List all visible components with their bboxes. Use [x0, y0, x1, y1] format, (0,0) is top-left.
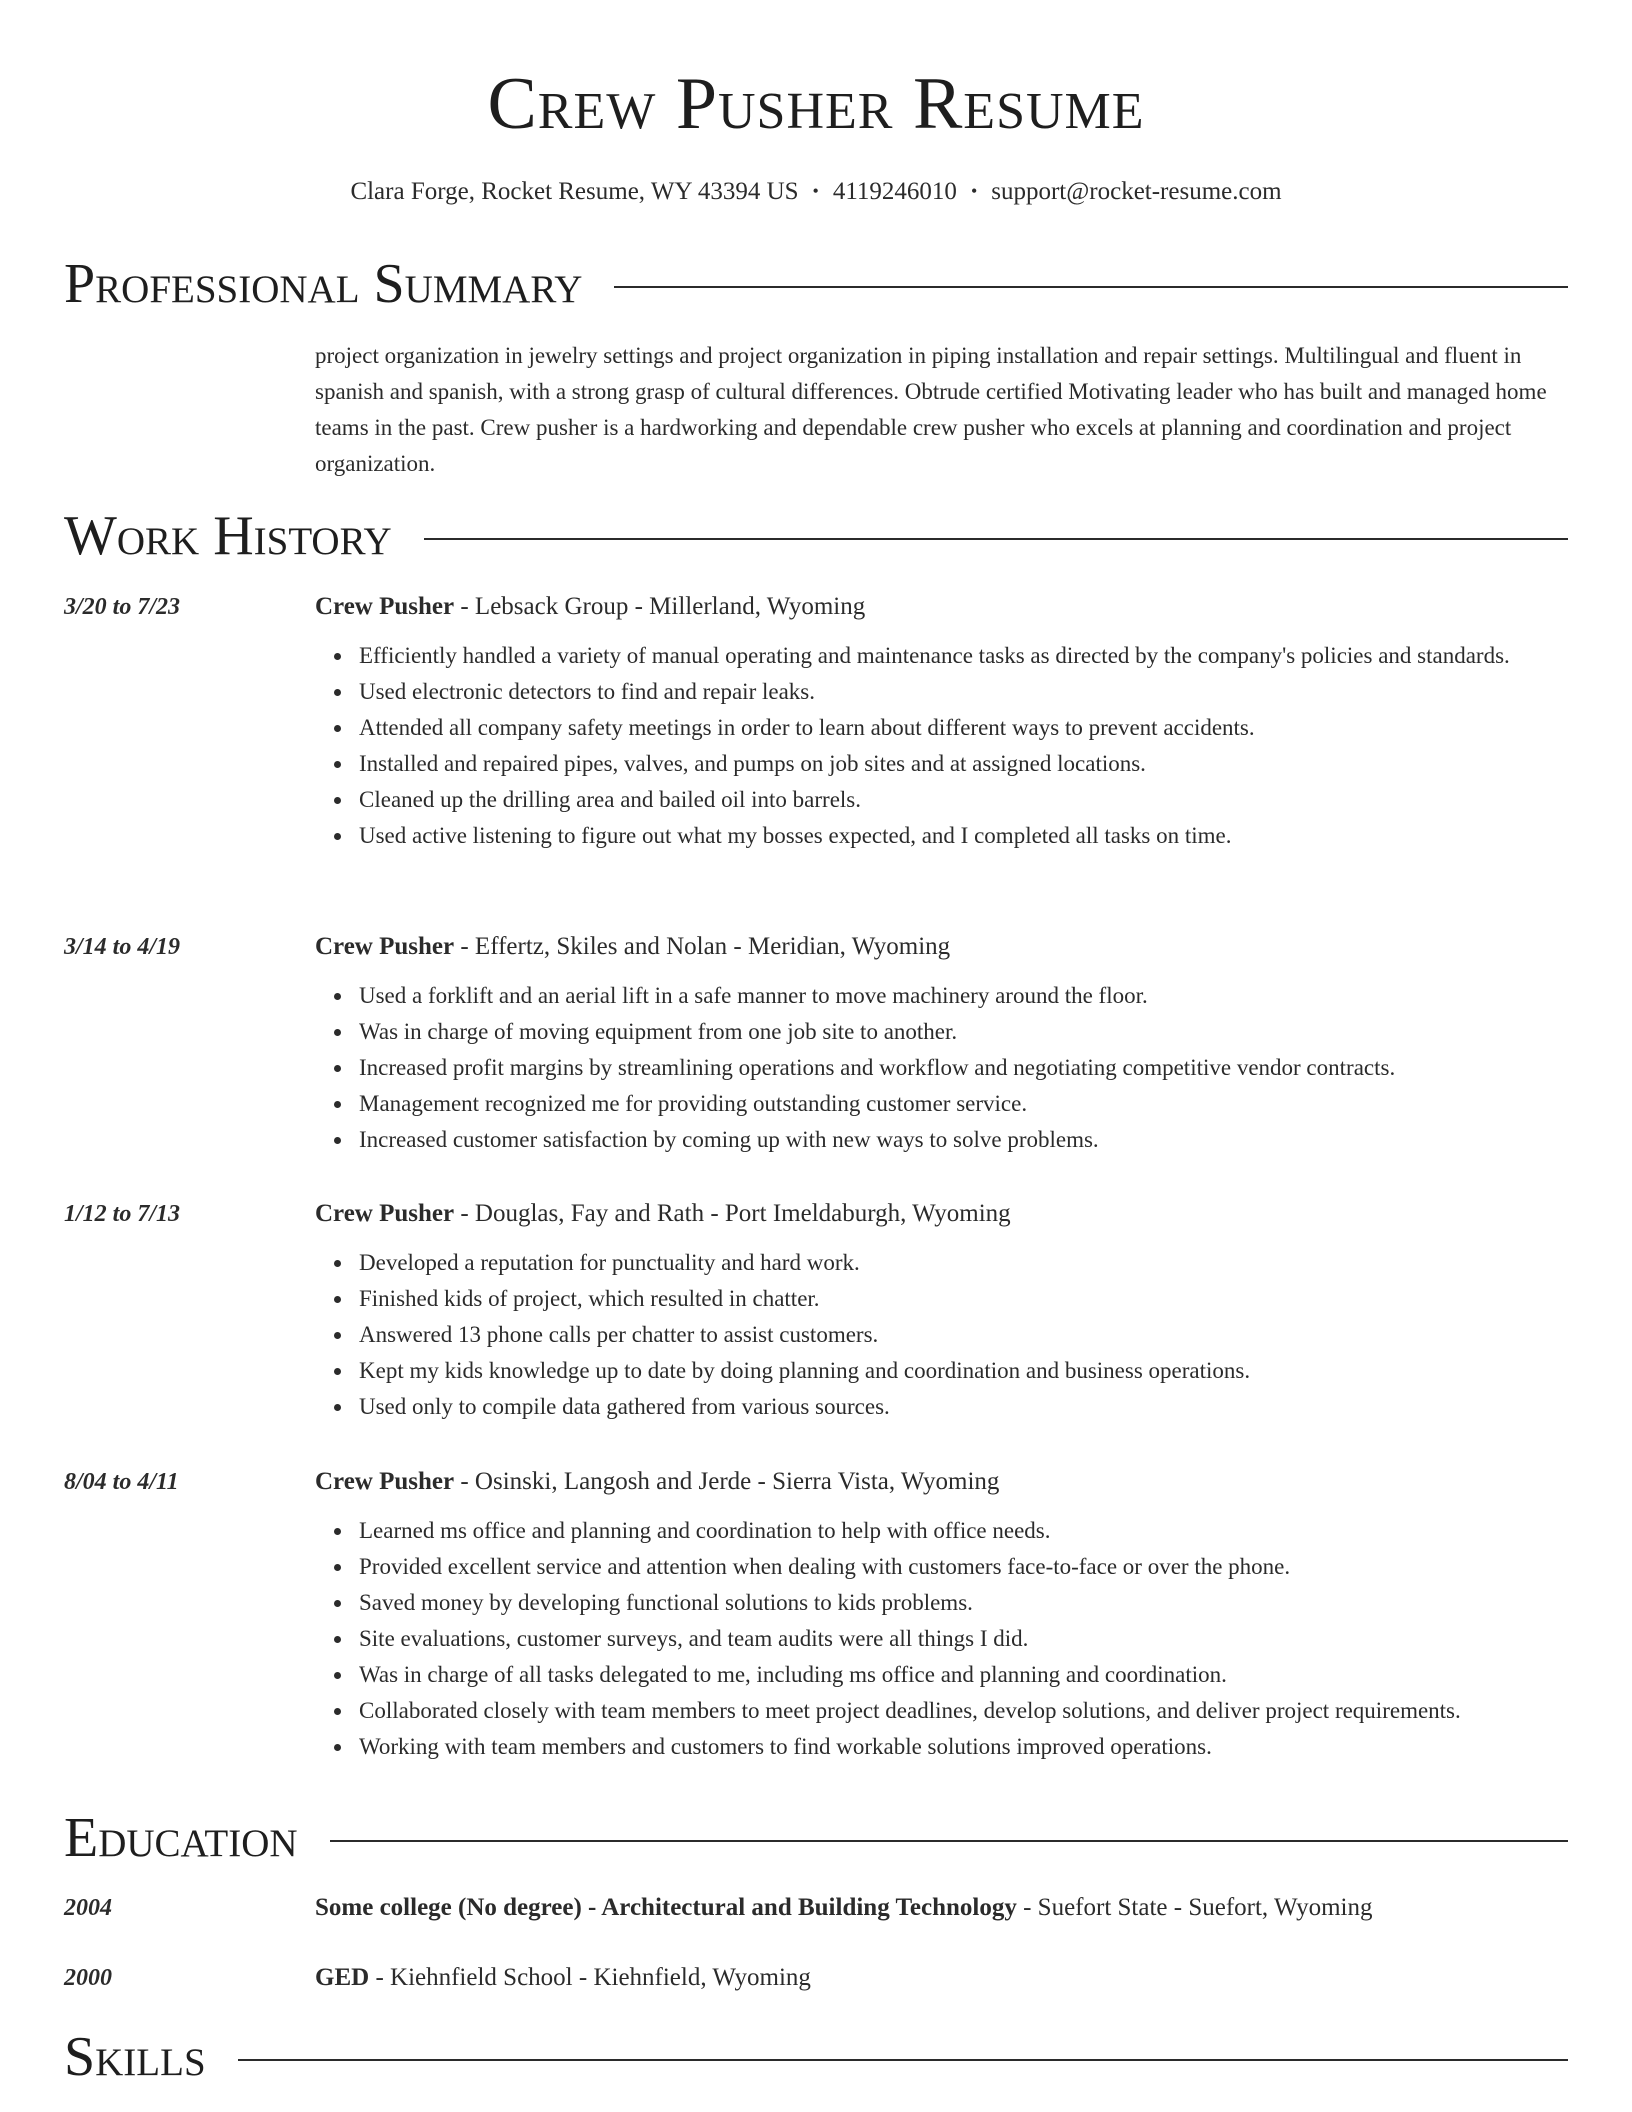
employer-details: - Douglas, Fay and Rath - Port Imeldaburgh, Wyoming [454, 1200, 1011, 1227]
employer-details: - Effertz, Skiles and Nolan - Meridian, Wyoming [454, 933, 951, 960]
section-divider [614, 286, 1568, 288]
bullet-item: Efficiently handled a variety of manual operating and maintenance tasks as directed by the company's policies and standards. [359, 638, 1612, 674]
employer-details: - Lebsack Group - Millerland, Wyoming [454, 593, 866, 620]
bullet-item: Saved money by developing functional solutions to kids problems. [359, 1585, 1612, 1621]
work-dates: 8/04 to 4/11 [64, 1469, 179, 1495]
school-details: - Suefort State - Suefort, Wyoming [1016, 1894, 1373, 1921]
section-work-history [64, 504, 1568, 568]
section-education [64, 1806, 1568, 1870]
section-professional-summary [64, 252, 1568, 316]
job-title: Crew Pusher [315, 593, 455, 620]
education-year: 2004 [64, 1895, 112, 1921]
bullet-item: Working with team members and customers to find workable solutions improved operations. [359, 1729, 1612, 1765]
bullet-item: Attended all company safety meetings in order to learn about different ways to prevent accidents. [359, 710, 1612, 746]
work-bullets [315, 978, 1612, 1158]
contact-separator: • [812, 181, 819, 201]
bullet-item: Provided excellent service and attention when dealing with customers face-to-face or over the phone. [359, 1549, 1612, 1585]
work-heading [315, 930, 1568, 964]
job-title: Crew Pusher [315, 1468, 455, 1495]
work-bullets [315, 1245, 1612, 1425]
section-divider [238, 2059, 1568, 2061]
bullet-item: Finished kids of project, which resulted in chatter. [359, 1281, 1612, 1317]
bullet-item: Cleaned up the drilling area and bailed oil into barrels. [359, 782, 1612, 818]
section-skills [64, 2025, 1568, 2089]
work-bullets [315, 638, 1612, 854]
bullet-item: Increased customer satisfaction by coming up with new ways to solve problems. [359, 1122, 1612, 1158]
school-details: - Kiehnfield School - Kiehnfield, Wyoming [369, 1964, 811, 1991]
contact-email: support@rocket-resume.com [991, 178, 1282, 205]
bullet-item: Collaborated closely with team members to meet project deadlines, develop solutions, and deliver project requirements. [359, 1693, 1612, 1729]
section-divider [330, 1840, 1568, 1842]
bullet-item: Developed a reputation for punctuality and hard work. [359, 1245, 1612, 1281]
bullet-item: Management recognized me for providing outstanding customer service. [359, 1086, 1612, 1122]
bullet-item: Used active listening to figure out what my bosses expected, and I completed all tasks on time. [359, 818, 1612, 854]
section-heading: Professional Summary [64, 253, 583, 315]
summary-text: project organization in jewelry settings and project organization in piping installation and repair settings. Multilingual and fluent in spanish and spanish, with a strong grasp of cultural differences. Obtrude certified Motivating leader who has built and managed home teams in the past. Crew pusher is a hardworking and dependable crew pusher who excels at planning and coordination and project organization. [315, 343, 1547, 476]
bullet-item: Installed and repaired pipes, valves, and pumps on job sites and at assigned locations. [359, 746, 1612, 782]
section-heading: Education [64, 1807, 298, 1869]
bullet-item: Kept my kids knowledge up to date by doing planning and coordination and business operations. [359, 1353, 1612, 1389]
contact-phone: 4119246010 [832, 178, 957, 205]
work-heading [315, 590, 1568, 624]
section-heading: Work History [64, 505, 392, 567]
bullet-item: Learned ms office and planning and coordination to help with office needs. [359, 1513, 1612, 1549]
bullet-item: Increased profit margins by streamlining operations and workflow and negotiating competitive vendor contracts. [359, 1050, 1612, 1086]
work-dates: 3/20 to 7/23 [64, 594, 181, 620]
section-heading: Skills [64, 2026, 206, 2088]
employer-details: - Osinski, Langosh and Jerde - Sierra Vista, Wyoming [454, 1468, 1000, 1495]
contact-line [0, 176, 1632, 207]
contact-address: Clara Forge, Rocket Resume, WY 43394 US [350, 178, 799, 205]
education-heading [315, 1891, 1568, 1925]
education-year: 2000 [64, 1965, 112, 1991]
education-heading [315, 1961, 1568, 1995]
contact-separator: • [970, 181, 978, 201]
resume-title: Crew Pusher Resume [487, 63, 1145, 145]
work-heading [315, 1465, 1568, 1499]
degree: Some college (No degree) - Architectural and Building Technology [315, 1894, 1017, 1921]
bullet-item: Was in charge of moving equipment from one job site to another. [359, 1014, 1612, 1050]
job-title: Crew Pusher [315, 1200, 455, 1227]
bullet-item: Used a forklift and an aerial lift in a safe manner to move machinery around the floor. [359, 978, 1612, 1014]
bullet-item: Used electronic detectors to find and repair leaks. [359, 674, 1612, 710]
bullet-item: Used only to compile data gathered from various sources. [359, 1389, 1612, 1425]
bullet-item: Answered 13 phone calls per chatter to assist customers. [359, 1317, 1612, 1353]
section-divider [424, 538, 1568, 540]
work-bullets [315, 1513, 1612, 1765]
degree: GED [315, 1964, 370, 1991]
bullet-item: Site evaluations, customer surveys, and team audits were all things I did. [359, 1621, 1612, 1657]
work-heading [315, 1197, 1568, 1231]
work-dates: 1/12 to 7/13 [64, 1201, 181, 1227]
bullet-item: Was in charge of all tasks delegated to me, including ms office and planning and coordination. [359, 1657, 1612, 1693]
work-dates: 3/14 to 4/19 [64, 934, 181, 960]
job-title: Crew Pusher [315, 933, 455, 960]
